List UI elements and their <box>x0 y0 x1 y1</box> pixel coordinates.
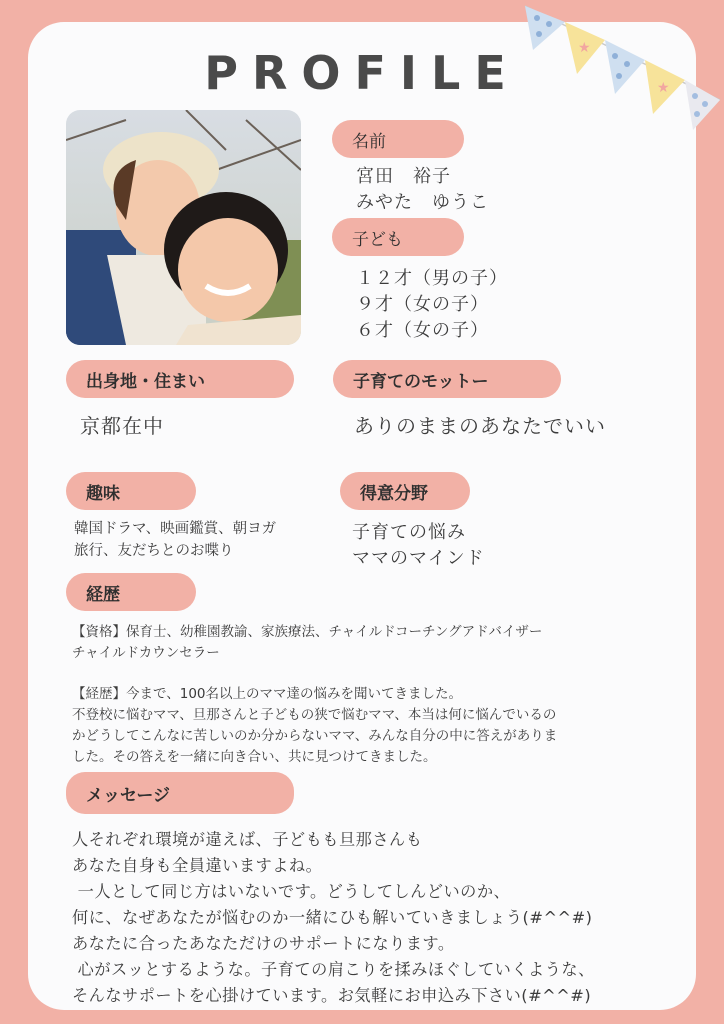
name-label: 名前 <box>332 120 464 158</box>
page-title: PROFILE <box>204 46 520 100</box>
profile-photo <box>66 110 301 345</box>
motto-label: 子育てのモットー <box>333 360 561 398</box>
specialty-line: ママのマインド <box>352 548 485 569</box>
hometown-label: 出身地・住まい <box>66 360 294 398</box>
hobby-line: 韓国ドラマ、映画鑑賞、朝ヨガ <box>74 521 277 537</box>
message-line: 一人として同じ方はいないです。どうしてしんどいのか、 <box>72 882 511 901</box>
message-line: 何に、なぜあなたが悩むのか一緒にひも解いていきましょう(#^^#) <box>72 908 593 927</box>
message-line: あなた自身も全員違いますよね。 <box>72 856 323 875</box>
hobby-label: 趣味 <box>66 472 196 510</box>
motto-value: ありのままのあなたでいい <box>354 414 606 438</box>
career-qualification-line: チャイルドカウンセラー <box>72 645 220 661</box>
career-history-line: した。その答えを一緒に向き合い、共に見つけてきました。 <box>72 749 437 765</box>
career-history-line: 不登校に悩むママ、旦那さんと子どもの狭で悩むママ、本当は何に悩んでいるの <box>72 707 557 723</box>
children-label: 子ども <box>332 218 464 256</box>
hometown-value: 京都在中 <box>80 414 164 438</box>
career-label: 経歴 <box>66 573 196 611</box>
svg-text:★: ★ <box>657 80 670 96</box>
children-line: １２才（男の子） <box>356 268 508 289</box>
message-line: 心がスッとするような。子育ての肩こりを揉みほぐしていくような、 <box>72 960 595 979</box>
message-line: あなたに合ったあなただけのサポートになります。 <box>72 934 455 953</box>
message-label: メッセージ <box>66 772 294 814</box>
specialty-label: 得意分野 <box>340 472 470 510</box>
children-line: ９才（女の子） <box>356 294 489 315</box>
message-line: 人それぞれ環境が違えば、子どもも旦那さんも <box>72 830 423 849</box>
name-kana: みやた ゆうこ <box>356 192 489 213</box>
message-line: そんなサポートを心掛けています。お気軽にお申込み下さい(#^^#) <box>72 986 592 1005</box>
svg-text:★: ★ <box>578 40 591 56</box>
specialty-line: 子育ての悩み <box>352 522 466 543</box>
children-line: ６才（女の子） <box>356 320 489 341</box>
career-qualification-line: 【資格】保育士、幼稚園教諭、家族療法、チャイルドコーチングアドバイザー <box>72 624 543 640</box>
career-history-line: かどうしてこんなに苦しいのか分からないママ、みんな自分の中に答えがありま <box>72 728 558 744</box>
career-history-line: 【経歴】今まで、100名以上のママ達の悩みを聞いてきました。 <box>72 686 462 702</box>
hobby-line: 旅行、友だちとのお喋り <box>74 543 234 559</box>
name-kanji: 宮田 裕子 <box>356 166 451 187</box>
